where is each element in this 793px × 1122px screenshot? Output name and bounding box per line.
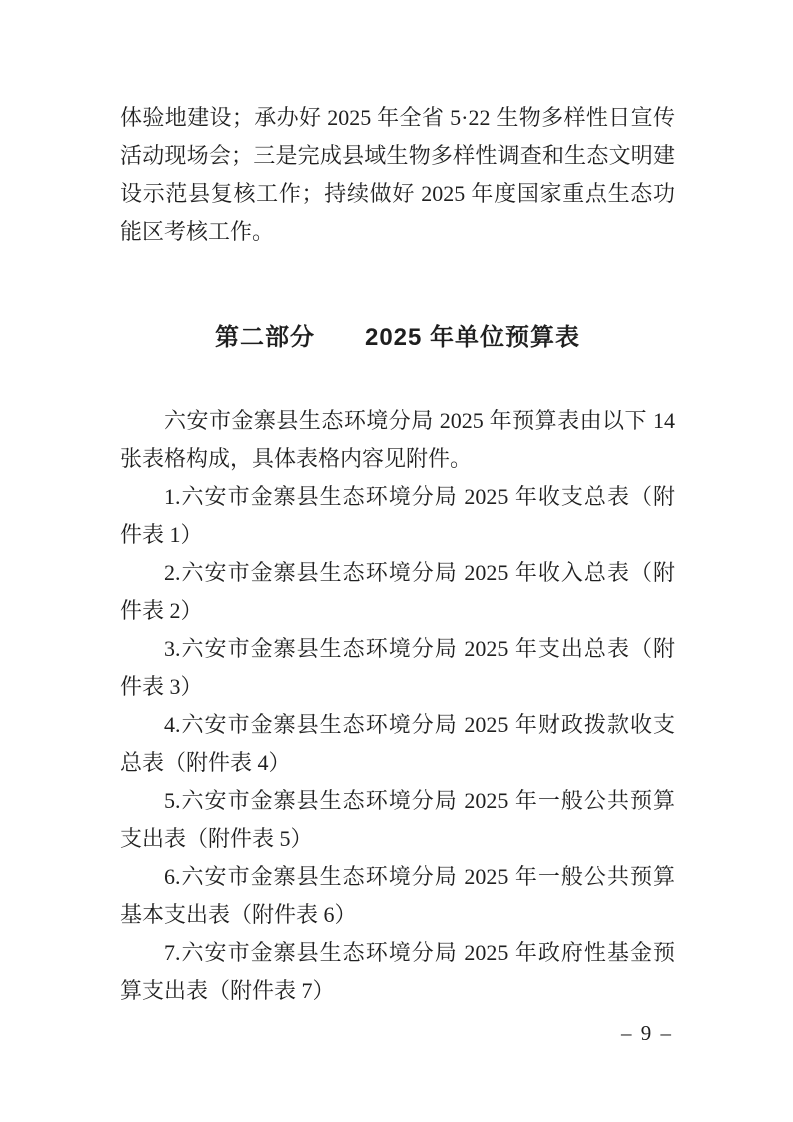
table-list-item: 1.六安市金寨县生态环境分局 2025 年收支总表（附件表 1） <box>120 484 675 547</box>
page-number: – 9 – <box>621 1021 673 1045</box>
table-list-item: 6.六安市金寨县生态环境分局 2025 年一般公共预算基本支出表（附件表 6） <box>120 864 675 927</box>
table-list-item: 4.六安市金寨县生态环境分局 2025 年财政拨款收支总表（附件表 4） <box>120 712 675 775</box>
table-list <box>120 478 675 1010</box>
table-list-item: 5.六安市金寨县生态环境分局 2025 年一般公共预算支出表（附件表 5） <box>120 788 675 851</box>
continuation-paragraph: 体验地建设；承办好 2025 年全省 5·22 生物多样性日宣传活动现场会；三是完成县域生物多样性调查和生态文明建设示范县复核工作；持续做好 2025 年度国家重点生态功能区考核工作。 <box>120 105 675 244</box>
intro-paragraph: 六安市金寨县生态环境分局 2025 年预算表由以下 14 张表格构成，具体表格内容见附件。 <box>120 408 675 471</box>
table-list-item: 3.六安市金寨县生态环境分局 2025 年支出总表（附件表 3） <box>120 636 675 699</box>
table-list-item: 7.六安市金寨县生态环境分局 2025 年政府性基金预算支出表（附件表 7） <box>120 940 675 1003</box>
table-list-item: 2.六安市金寨县生态环境分局 2025 年收入总表（附件表 2） <box>120 560 675 623</box>
section-heading: 第二部分 2025 年单位预算表 <box>214 324 581 351</box>
